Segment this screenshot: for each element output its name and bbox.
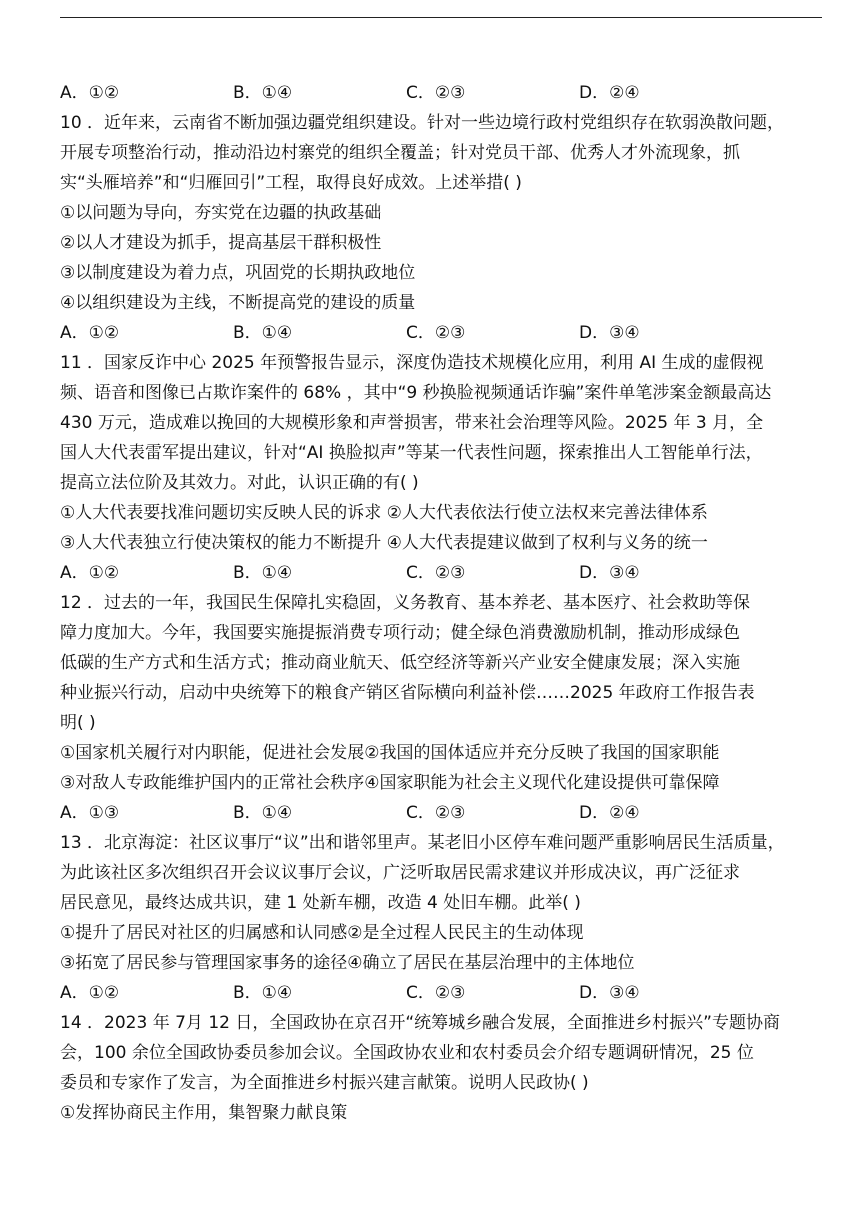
answer-options	[60, 798, 830, 828]
question-stem-line: 居民意见，最终达成共识，建 1 处新车棚，改造 4 处旧车棚。此举( )	[60, 893, 581, 913]
option-d: D．③④	[579, 563, 640, 583]
option-b: B．①④	[233, 83, 293, 103]
statement: ③拓宽了居民参与管理国家事务的途径④确立了居民在基层治理中的主体地位	[60, 953, 635, 973]
question-12	[60, 588, 830, 828]
question-11	[60, 348, 830, 588]
statement: ③对敌人专政能维护国内的正常社会秩序④国家职能为社会主义现代化建设提供可靠保障	[60, 773, 720, 793]
answer-options	[60, 978, 830, 1008]
option-b: B．①④	[233, 563, 293, 583]
option-d: D．②④	[579, 803, 640, 823]
question-stem-line: 430 万元，造成难以挽回的大规模形象和声誉损害，带来社会治理等风险。2025 年 3 月，全	[60, 413, 764, 433]
statement: ①国家机关履行对内职能，促进社会发展②我国的国体适应并充分反映了我国的国家职能	[60, 743, 720, 763]
option-a: A．①③	[60, 803, 120, 823]
statement: ①人大代表要找准问题切实反映人民的诉求 ②人大代表依法行使立法权来完善法律体系	[60, 503, 708, 523]
question-stem-line: 障力度加大。今年，我国要实施提振消费专项行动；健全绿色消费激励机制，推动形成绿色	[60, 623, 740, 643]
option-c: C．②③	[406, 323, 466, 343]
question-stem-line: 提高立法位阶及其效力。对此，认识正确的有( )	[60, 473, 419, 493]
question-stem-line: 委员和专家作了发言，为全面推进乡村振兴建言献策。说明人民政协( )	[60, 1073, 589, 1093]
question-13	[60, 828, 830, 1008]
statement: ③以制度建设为着力点，巩固党的长期执政地位	[60, 263, 416, 283]
option-a: A．①②	[60, 563, 120, 583]
question-stem-line: 明( )	[60, 713, 96, 733]
header-rule	[60, 17, 822, 18]
statement: ①发挥协商民主作用，集智聚力献良策	[60, 1103, 348, 1123]
option-d: D．③④	[579, 983, 640, 1003]
statement: ④以组织建设为主线，不断提高党的建设的质量	[60, 293, 416, 313]
option-b: B．①④	[233, 323, 293, 343]
question-stem-line: 国人大代表雷军提出建议，针对“AI 换脸拟声”等某一代表性问题，探索推出人工智能单行法，	[60, 443, 763, 463]
question-stem-line: 14 ．2023 年 7月 12 日，全国政协在京召开“统筹城乡融合发展，全面推进乡村振兴”专题协商	[60, 1013, 780, 1033]
statement: ②以人才建设为抓手，提高基层干群积极性	[60, 233, 382, 253]
question-stem-line: 为此该社区多次组织召开会议议事厅会议，广泛听取居民需求建议并形成决议，再广泛征求	[60, 863, 740, 883]
option-b: B．①④	[233, 803, 293, 823]
question-stem-line: 12 ．过去的一年，我国民生保障扎实稳固，义务教育、基本养老、基本医疗、社会救助等保	[60, 593, 751, 613]
option-c: C．②③	[406, 563, 466, 583]
statement: ①提升了居民对社区的归属感和认同感②是全过程人民民主的生动体现	[60, 923, 584, 943]
question-10	[60, 108, 830, 348]
option-a: A．①②	[60, 983, 120, 1003]
answer-options	[60, 318, 830, 348]
question-stem-line: 种业振兴行动，启动中央统筹下的粮食产销区省际横向利益补偿……2025 年政府工作报告表	[60, 683, 755, 703]
question-stem-line: 频、语音和图像已占欺诈案件的 68% ，其中“9 秒换脸视频通话诈骗”案件单笔涉案金额最高达	[60, 383, 772, 403]
answer-options	[60, 558, 830, 588]
question-stem-line: 会，100 余位全国政协委员参加会议。全国政协农业和农村委员会介绍专题调研情况，25 位	[60, 1043, 754, 1063]
option-d: D．③④	[579, 323, 640, 343]
option-c: C．②③	[406, 983, 466, 1003]
question-stem-line: 13 ．北京海淀：社区议事厅“议”出和谐邻里声。某老旧小区停车难问题严重影响居民生活质量，	[60, 833, 785, 853]
statement: ①以问题为导向，夯实党在边疆的执政基础	[60, 203, 382, 223]
option-d: D．②④	[579, 83, 640, 103]
question-stem-line: 低碳的生产方式和生活方式；推动商业航天、低空经济等新兴产业安全健康发展；深入实施	[60, 653, 740, 673]
statement: ③人大代表独立行使决策权的能力不断提升 ④人大代表提建议做到了权利与义务的统一	[60, 533, 708, 553]
option-c: C．②③	[406, 83, 466, 103]
option-a: A．①②	[60, 83, 120, 103]
question-14	[60, 1008, 830, 1128]
question-stem-line: 11 ．国家反诈中心 2025 年预警报告显示，深度伪造技术规模化应用，利用 AI 生成的虚假视	[60, 353, 764, 373]
exam-page	[60, 78, 830, 1128]
option-b: B．①④	[233, 983, 293, 1003]
question-stem-line: 实“头雁培养”和“归雁回引”工程，取得良好成效。上述举措( )	[60, 173, 522, 193]
option-c: C．②③	[406, 803, 466, 823]
option-a: A．①②	[60, 323, 120, 343]
answer-options	[60, 78, 830, 108]
question-stem-line: 10 ．近年来，云南省不断加强边疆党组织建设。针对一些边境行政村党组织存在软弱涣散问题，	[60, 113, 785, 133]
question-stem-line: 开展专项整治行动，推动沿边村寨党的组织全覆盖；针对党员干部、优秀人才外流现象，抓	[60, 143, 740, 163]
